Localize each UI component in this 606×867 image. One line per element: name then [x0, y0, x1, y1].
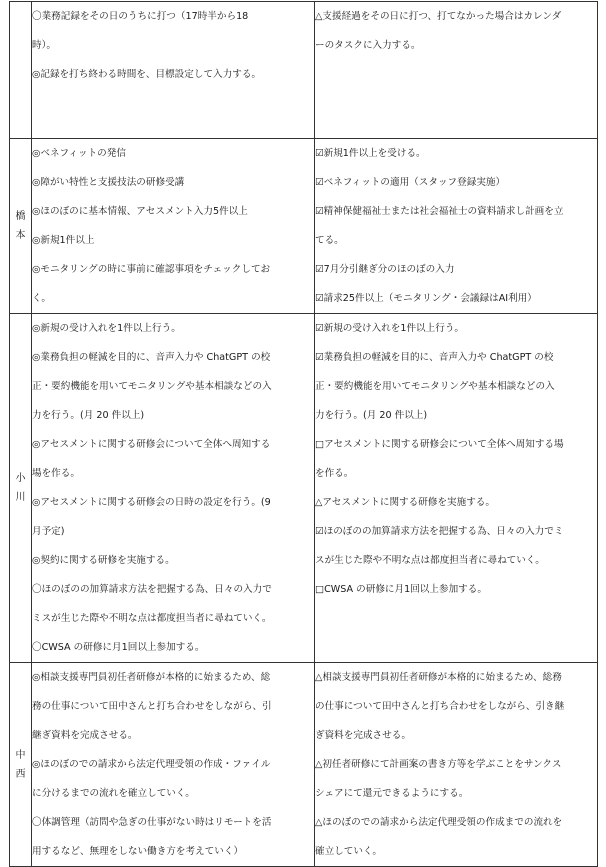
result-line: てる。: [315, 235, 344, 246]
result-line: ☑ほのぼのの加算請求方法を把握する為、日々の入力でミ: [315, 526, 564, 537]
result-line: □CWSA の研修に月1回以上参加する。: [315, 584, 487, 595]
result-line: △相談支援専門員初任者研修が本格的に始まるため、総務: [315, 672, 562, 683]
goal-line: 月予定): [32, 526, 65, 537]
goal-line: ◎アセスメントに関する研修会の日時の設定を行う。(9: [32, 497, 271, 508]
goal-line: ◎ほのぼのに基本情報、アセスメント入力5件以上: [32, 206, 248, 217]
result-line: 確立していく。: [315, 846, 382, 857]
result-line: △ほのぼのでの請求から法定代理受領の作成までの流れを: [315, 817, 563, 828]
result-cell: [315, 663, 598, 867]
goal-line: 〇ほのぼのの加算請求方法を把握する為、日々の入力で: [32, 584, 272, 595]
result-cell: [315, 314, 598, 663]
result-line: ーのタスクに入力する。: [315, 40, 421, 51]
staff-name-cell: [10, 314, 32, 663]
result-line: ぎ資料を完成させる。: [315, 730, 411, 741]
result-line: シェアにて還元できるようにする。: [315, 788, 469, 799]
staff-name-char: 橋: [15, 211, 26, 222]
result-line: ☑7月分引継ぎ分のほのぼの入力: [315, 264, 455, 275]
goal-line: 用するなど、無理をしない働き方を考えていく）: [32, 846, 244, 857]
staff-name-char: 本: [15, 230, 26, 241]
goal-line: ◎アセスメントに関する研修会について全体へ周知する: [32, 439, 271, 450]
goal-line: ◎モニタリングの時に事前に確認事項をチェックしてお: [32, 264, 271, 275]
staff-row: [10, 314, 598, 663]
goal-line: ◎相談支援専門員初任者研修が本格的に始まるため、総: [32, 672, 271, 683]
goal-line: ◎業務負担の軽減を目的に、音声入力や ChatGPT の校: [32, 352, 271, 363]
result-line: △初任者研修にて計画案の書き方等を学ぶことをサンクス: [315, 759, 562, 770]
goal-line: 場を作る。: [32, 468, 80, 479]
goal-line: に分けるまでの流れを確立していく。: [32, 788, 195, 799]
result-line: ☑業務負担の軽減を目的に、音声入力や ChatGPT の校: [315, 352, 554, 363]
result-line: 正・要約機能を用いてモニタリングや基本相談などの入: [315, 381, 555, 392]
staff-row: [10, 2, 598, 139]
result-line: の仕事について田中さんと打ち合わせをしながら、引き継: [315, 701, 565, 712]
result-line: ☑ベネフィットの適用（スタッフ登録実施）: [315, 177, 506, 188]
staff-name-char: 西: [15, 768, 26, 780]
result-line: □アセスメントに関する研修会について全体へ周知する場: [315, 439, 564, 450]
goal-line: く。: [32, 293, 51, 304]
goal-line: 〇CWSA の研修に月1回以上参加する。: [32, 642, 205, 653]
result-line: △アセスメントに関する研修を実施する。: [315, 497, 495, 508]
plan-table: [9, 1, 598, 867]
goal-line: 時）。: [32, 40, 56, 51]
goal-line: ◎新規1件以上: [32, 235, 95, 246]
goal-line: ◎契約に関する研修を実施する。: [32, 555, 175, 566]
staff-name-char: 中: [15, 749, 26, 761]
goal-line: 〇体調管理（訪問や急ぎの仕事がない時はリモートを活: [32, 817, 272, 828]
result-line: ☑請求25件以上（モニタリング・会議録はAI利用）: [315, 293, 537, 304]
result-line: 力を行う。(月 20 件以上): [315, 410, 428, 421]
result-line: を作る。: [315, 468, 354, 479]
goal-cell: [32, 663, 315, 867]
goal-line: 正・要約機能を用いてモニタリングや基本相談などの入: [32, 381, 272, 392]
staff-name-char: 小: [15, 473, 26, 484]
staff-name-cell: [10, 2, 32, 139]
goal-line: 力を行う。(月 20 件以上): [32, 410, 145, 421]
result-line: ☑精神保健福祉士または社会福祉士の資料請求し計画を立: [315, 206, 564, 217]
staff-name-char: 川: [15, 492, 26, 503]
goal-cell: [32, 314, 315, 663]
goal-cell: [32, 139, 315, 314]
result-line: ☑新規の受け入れを1件以上行う。: [315, 323, 465, 334]
goal-line: 務の仕事について田中さんと打ち合わせをしながら、引: [32, 701, 272, 712]
result-line: スが生じた際や不明な点は都度担当者に尋ねていく。: [315, 555, 545, 566]
result-cell: [315, 139, 598, 314]
result-line: ☑新規1件以上を受ける。: [315, 148, 426, 159]
staff-name-cell: [10, 663, 32, 867]
goal-line: ミスが生じた際や不明な点は都度担当者に尋ねていく。: [32, 613, 272, 624]
goal-cell: [32, 2, 315, 139]
goal-line: ◎ベネフィットの発信: [32, 148, 126, 159]
goal-line: 〇業務記録をその日のうちに打つ（17時半から18: [32, 11, 249, 22]
goal-line: ◎新規の受け入れを1件以上行う。: [32, 323, 181, 334]
staff-row: [10, 663, 598, 867]
result-cell: [315, 2, 598, 139]
staff-name-cell: [10, 139, 32, 314]
goal-line: ◎障がい特性と支援技法の研修受講: [32, 177, 185, 188]
goal-line: ◎ほのぼのでの請求から法定代理受領の作成・ファイル: [32, 759, 271, 770]
plan-table-body: [10, 2, 598, 867]
staff-row: [10, 139, 598, 314]
goal-line: 継ぎ資料を完成させる。: [32, 730, 138, 741]
result-line: △支援経過をその日に打つ、打てなかった場合はカレンダ: [315, 11, 562, 22]
goal-line: ◎記録を打ち終わる時間を、目標設定して入力する。: [32, 69, 262, 80]
